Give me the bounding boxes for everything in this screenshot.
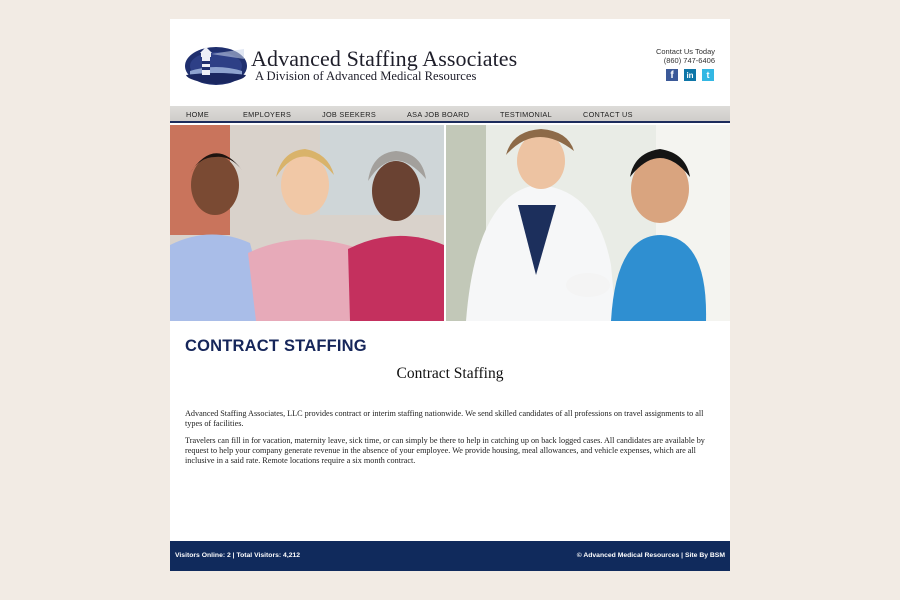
brand-title[interactable]: Advanced Staffing Associates xyxy=(251,46,518,71)
page-title: Contract Staffing xyxy=(396,365,504,382)
footer-credits[interactable]: © Advanced Medical Resources | Site By BSM xyxy=(576,552,725,559)
nav-item-employers[interactable]: EMPLOYERS xyxy=(243,110,292,119)
nurses-photo xyxy=(170,125,444,321)
nav-item-contact-us[interactable]: CONTACT US xyxy=(583,110,633,119)
facebook-icon[interactable]: f xyxy=(666,69,678,81)
linkedin-icon[interactable]: in xyxy=(684,69,696,81)
brand-subtitle: A Division of Advanced Medical Resources xyxy=(255,69,477,83)
page-container xyxy=(170,19,730,571)
nav-item-home[interactable]: HOME xyxy=(186,110,210,119)
section-heading: CONTRACT STAFFING xyxy=(185,337,367,355)
nav-item-testimonial[interactable]: TESTIMONIAL xyxy=(500,110,552,119)
doctor-and-child-photo xyxy=(446,125,730,321)
lighthouse-logo-icon[interactable] xyxy=(184,41,248,85)
twitter-icon[interactable]: t xyxy=(702,69,714,81)
site-header xyxy=(170,19,730,106)
intro-paragraph: Advanced Staffing Associates, LLC provides contract or interim staffing nationwide. We send skilled candidates of all professions on travel assignments to all types of facilities. xyxy=(185,409,704,428)
hero-banner xyxy=(170,125,730,321)
nav-item-job-seekers[interactable]: JOB SEEKERS xyxy=(322,110,376,119)
site-footer xyxy=(170,541,730,571)
visitor-counter: Visitors Online: 2 | Total Visitors: 4,212 xyxy=(175,552,301,559)
contact-phone[interactable]: (860) 747-6406 xyxy=(663,56,715,65)
nav-item-asa-job-board[interactable]: ASA JOB BOARD xyxy=(407,110,470,119)
contact-label: Contact Us Today xyxy=(655,47,715,56)
details-paragraph: Travelers can fill in for vacation, maternity leave, sick time, or can simply be there to help in catching up on back logged cases. All candidates are available by request to help your company generate revenue in the absence of your employee. We provide housing, meal allowances, and vehicle expenses, which are all inclusive in a said rate. Remote locations require a six month contract. xyxy=(185,436,705,465)
main-nav xyxy=(170,106,730,123)
